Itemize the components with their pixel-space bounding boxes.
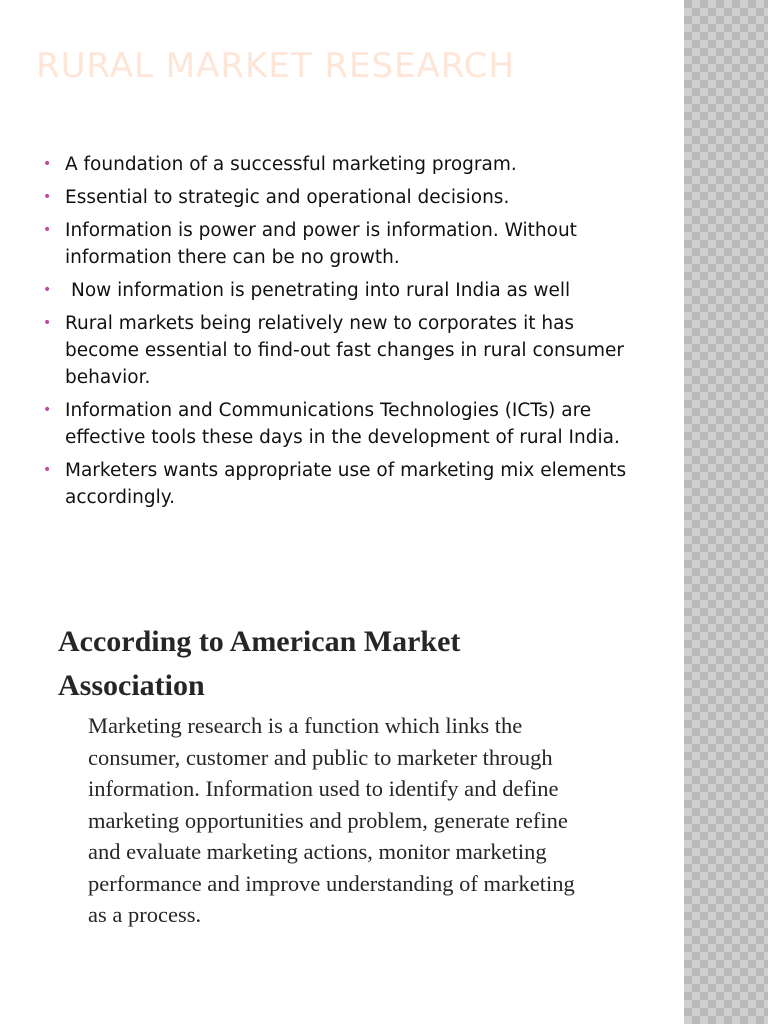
bullet-text: Information and Communications Technologies (ICTs) are effective tools these days in the development of rural India. bbox=[65, 400, 620, 448]
bullet-item bbox=[42, 397, 652, 451]
bullet-item bbox=[42, 310, 652, 391]
bullet-icon: • bbox=[43, 462, 52, 478]
bullet-icon: • bbox=[43, 402, 52, 418]
bullet-icon: • bbox=[43, 156, 52, 172]
bullet-item bbox=[42, 217, 652, 271]
bullet-item bbox=[42, 457, 652, 511]
ama-definition: Marketing research is a function which links the consumer, customer and public to marketer through information. Information used to identify and define marketing opportunities and problem, generate refine and evaluate marketing actions, monitor marketing performance and improve understanding of marketing as a process. bbox=[88, 713, 575, 927]
decorative-side-band bbox=[684, 0, 768, 1024]
bullet-icon: • bbox=[43, 189, 52, 205]
bullet-text: Information is power and power is information. Without information there can be no growth. bbox=[65, 220, 577, 268]
bullet-text: A foundation of a successful marketing program. bbox=[65, 154, 517, 175]
bullet-list bbox=[42, 151, 652, 517]
bullet-item bbox=[42, 184, 652, 211]
bullet-icon: • bbox=[43, 222, 52, 238]
bullet-item bbox=[42, 277, 652, 304]
bullet-icon: • bbox=[43, 315, 52, 331]
bullet-text: Now information is penetrating into rural India as well bbox=[71, 280, 571, 301]
ama-heading: According to American Market Association bbox=[58, 625, 461, 702]
bullet-text: Rural markets being relatively new to corporates it has become essential to find-out fast changes in rural consumer behavior. bbox=[65, 313, 625, 388]
bullet-icon: • bbox=[43, 282, 52, 298]
bullet-text: Marketers wants appropriate use of marketing mix elements accordingly. bbox=[65, 460, 627, 508]
slide-title: RURAL MARKET RESEARCH bbox=[36, 46, 516, 86]
bullet-item bbox=[42, 151, 652, 178]
bullet-text: Essential to strategic and operational decisions. bbox=[65, 187, 510, 208]
